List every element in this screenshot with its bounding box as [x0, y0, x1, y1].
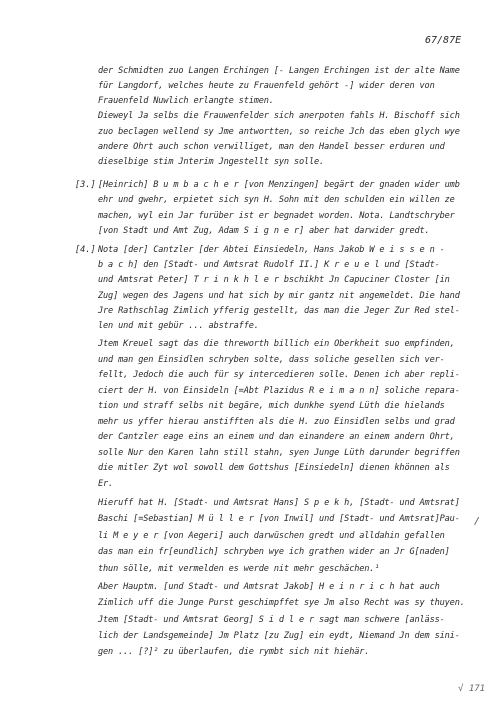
text-line: Baschi [=Sebastian] M ü l l e r [von Inwil] und [Stadt- und Amtsrat]Pau-	[98, 514, 460, 524]
corner-mark: √ 171	[458, 684, 486, 694]
text-line: dieselbige stim Jnterim Jngestellt syn solle.	[98, 157, 325, 167]
text-line: Dieweyl Ja selbs die Frauwenfelder sich anerpoten fahls H. Bischoff sich	[98, 111, 460, 121]
text-line: gen ... [?]² zu überlaufen, die rymbt sich nit hiehär.	[98, 647, 370, 657]
margin-mark: /	[474, 516, 481, 527]
text-line: solle Nur den Karen lahn still stahn, syen Junge Lüth darunder begriffen	[98, 448, 460, 458]
text-line: ehr und gwehr, erpietet sich syn H. Sohn mit den schulden ein willen ze	[98, 195, 455, 205]
text-line: [von Stadt und Amt Zug, Adam S i g n e r] aber hat darwider gredt.	[98, 226, 430, 236]
text-line: Jtem [Stadt- und Amtsrat Georg] S i d l e r sagt man schwere [anläss-	[98, 615, 445, 625]
text-line: len und mit gebür ... abstraffe.	[98, 321, 259, 331]
text-line: Zug] wegen des Jagens und hat sich by mir gantz nit angemeldet. Die hand	[98, 291, 460, 301]
text-line: andere Ohrt auch schon verwilliget, man den Handel besser erduren und	[98, 142, 445, 152]
text-line: Frauenfeld Nuwlich erlangte stimen.	[98, 96, 274, 106]
text-line: das man ein fr[eundlich] schryben wye ich grathen wider an Jr G[naden]	[98, 547, 450, 557]
text-line: li M e y e r [von Aegeri] auch darwüschen gredt und alldahin gefallen	[98, 531, 445, 541]
text-line: und man gen Einsidlen schryben solte, dass soliche gesellen sich ver-	[98, 355, 445, 365]
text-line: der Schmidten zuo Langen Erchingen [- Langen Erchingen ist der alte Name	[98, 66, 460, 76]
text-line: b a c h] den [Stadt- und Amtsrat Rudolf II.] K r e u e l und [Stadt-	[98, 260, 440, 270]
text-line: fellt, Jedoch die auch für sy intercedieren solle. Denen ich aber repli-	[98, 370, 460, 380]
text-line: Jre Rathschlag Zimlich yfferig gestellt, das man die Jeger Zur Red stel-	[98, 306, 460, 316]
text-line: der Cantzler eage eins an einem und dan einandere an einem andern Ohrt,	[98, 432, 455, 442]
text-line: Er.	[98, 479, 114, 489]
text-line: mehr us yffer hierau anstifften als die H. zuo Einsidlen selbs und grad	[98, 417, 455, 427]
entry-number: [4.]	[75, 245, 96, 255]
text-line: die mitler Zyt wol sowoll dem Gottshus [Einsiedeln] dienen khönnen als	[98, 463, 450, 473]
text-line: Nota [der] Cantzler [der Abtei Einsiedeln, Hans Jakob W e i s s e n -	[98, 245, 445, 255]
text-line: thun sölle, mit vermelden es werde nit mehr geschächen.¹	[98, 564, 380, 574]
text-line: [Heinrich] B u m b a c h e r [von Menzingen] begärt der gnaden wider umb	[98, 180, 460, 190]
text-line: Hieruff hat H. [Stadt- und Amtsrat Hans] S p e k h, [Stadt- und Amtsrat]	[98, 498, 460, 508]
page-number: 67/87E	[425, 35, 462, 46]
text-line: lich der Landsgemeinde] Jm Platz [zu Zug] ein eydt, Niemand Jn dem sini-	[98, 631, 460, 641]
text-line: Jtem Kreuel sagt das die threworth billich ein Oberkheit suo empfinden,	[98, 339, 455, 349]
text-line: und Amtsrat Peter] T r i n k h l e r bschikht Jn Capuciner Closter [in	[98, 275, 450, 285]
text-line: für Langdorf, welches heute zu Frauenfeld gehört -] wider deren von	[98, 81, 435, 91]
text-line: Aber Hauptm. [und Stadt- und Amtsrat Jakob] H e i n r i c h hat auch	[98, 582, 440, 592]
text-line: ciert der H. von Einsideln [=Abt Plazidus R e i m a n n] soliche repara-	[98, 386, 460, 396]
entry-number: [3.]	[75, 180, 96, 190]
text-line: zuo beclagen wellend sy Jme antwortten, so reiche Jch das eben glych wye	[98, 127, 460, 137]
text-line: machen, wyl ein Jar furüber ist er begnadet worden. Nota. Landtschryber	[98, 211, 455, 221]
text-line: Zimlich uff die Junge Purst geschimpffet sye Jm also Recht was sy thuyen.	[98, 598, 465, 608]
text-line: tion und straff selbs nit begäre, mich dunkhe syend Lüth die hielands	[98, 401, 445, 411]
